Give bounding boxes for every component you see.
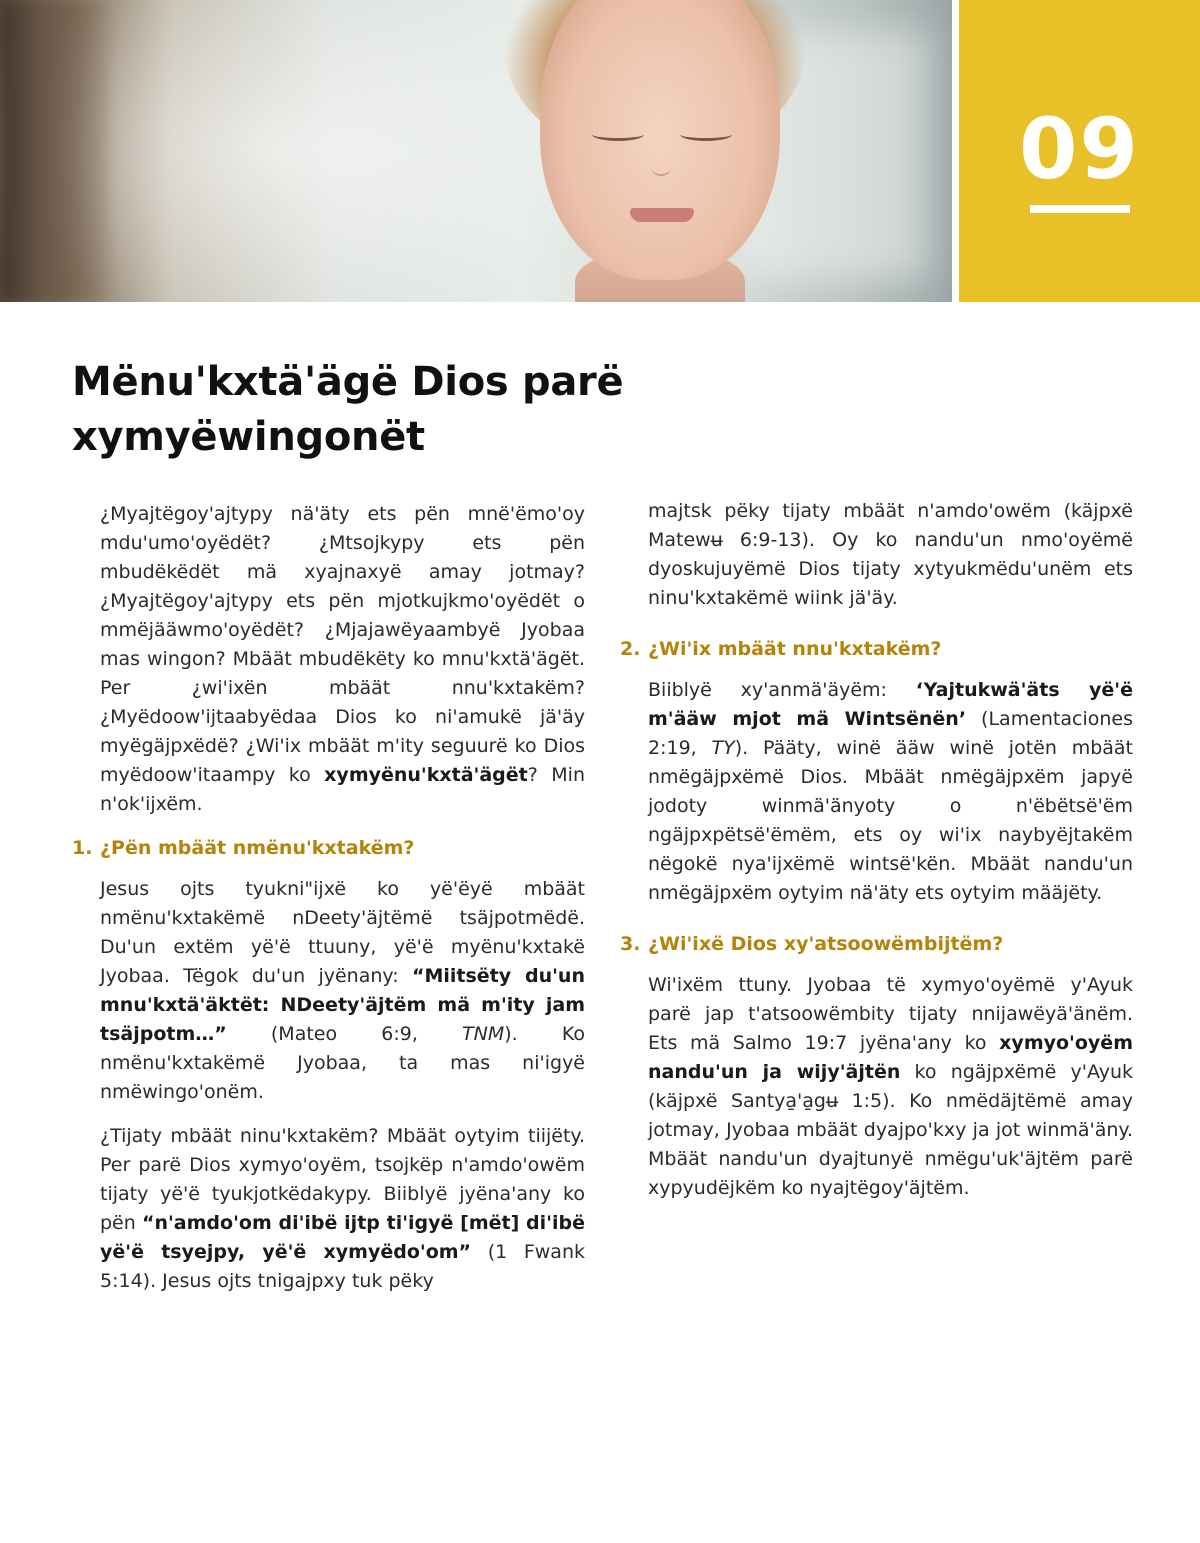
closed-eye-right: [680, 128, 732, 141]
lesson-number: 09: [1019, 100, 1140, 198]
bold-phrase: xymyo'oyëm nandu'un ja wijy'äjtën: [648, 1032, 1133, 1083]
intro-end: ? Min n'ok'ijxëm.: [100, 764, 585, 815]
bible-version: TY: [711, 737, 735, 759]
nose: [651, 160, 671, 176]
lesson-number-underline: [1030, 205, 1130, 213]
section-1-number: 1.: [72, 837, 93, 859]
page-title: Mënu'kxtä'ägë Dios parë xymyëwingonët: [72, 359, 624, 460]
intro-bold: xymyënu'kxtä'ägët: [324, 764, 528, 786]
section-3-number: 3.: [620, 933, 641, 955]
scripture-quote: “n'amdo'om di'ibë ijtp ti'igyë [mët] di'ibë yë'ë tsyejpy, yë'ë xymyëdo'om”: [100, 1212, 585, 1263]
text: (Mateo 6:9,: [226, 1023, 463, 1045]
text: (Lamentaciones 2:19,: [648, 708, 1134, 759]
face: [540, 0, 780, 280]
closed-eye-left: [592, 128, 644, 141]
intro-text: ¿Myajtëgoy'ajtypy nä'äty ets pën mnë'ëmo'oy mdu'umo'oyëdët? ¿Mtsojkypy ets pën mbudëkëdët mä xyajnaxyë amay jotmay? ¿Myajtëgoy'ajtypy ets pën mjotkujkmo'oyëdët o mmëjääwmo'oyëdët? ¿Mjajawëyaambyë Jyobaa mas wingon? Mbäät mbudëkëty ko mnu'kxtä'ägët. Per ¿wi'ixën mbäät nnu'kxtakëm? ¿Myëdoow'ijtaabyëdaa Dios ko ni'amukë jä'äy myëgäjpxëdë? ¿Wi'ix mbäät m'ity seguurë ko Dios myëdoow'itaampy ko: [100, 503, 585, 786]
bible-version: TNM: [462, 1023, 505, 1045]
section-1-heading: [72, 834, 585, 863]
scripture-quote: “Miitsëty du'un mnu'kxtä'äktët: NDeety'äjtëm mä m'ity jam tsäjpotm…”: [100, 965, 585, 1045]
header-photo: [0, 0, 952, 302]
section-1-paragraph-1: [100, 875, 585, 1107]
text: Biiblyë xy'anmä'äyëm:: [648, 679, 916, 701]
text: ). Ko nmënu'kxtakëmë Jyobaa, ta mas ni'igyë nmëwingo'onëm.: [100, 1023, 585, 1103]
right-column: [620, 497, 1133, 1218]
scripture-quote: ‘Yajtukwä'äts yë'ë m'ääw mjot mä Wintsënën’: [648, 679, 1133, 730]
intro-paragraph: [100, 500, 585, 819]
text: Wi'ixëm ttuny. Jyobaa të xymyo'oyëmë y'Ayuk parë jap t'atsoowëmbity tijaty nnijawëyä'änëm. Ets mä Salmo 19:7 jyëna'any ko: [648, 974, 1133, 1054]
section-3-heading: [620, 930, 1133, 959]
bookshelf-blur: [0, 0, 110, 302]
mouth: [630, 208, 694, 222]
lesson-badge: [959, 0, 1200, 302]
text: ko ngäjpxëmë y'Ayuk (käjpxë Santya̱'a̱gʉ 1:5). Ko nmëdäjtëmë amay jotmay, Jyobaa mbäät dyajpo'kxy ja jot winmä'äny. Mbäät nandu'un dyajtunyë nmëgu'uk'äjtëm parë xypyudëjkëm ko nyajtëgoy'äjtëm.: [648, 1061, 1133, 1199]
section-1-paragraph-2: [100, 1122, 585, 1296]
section-1-title: ¿Pën mbäät nmënu'kxtakëm?: [100, 837, 415, 859]
section-3-title: ¿Wi'ixë Dios xy'atsoowëmbijtëm?: [648, 933, 1004, 955]
left-column: [72, 500, 585, 1296]
text: ). Pääty, winë ääw winë jotën mbäät nmëgäjpxëmë Dios. Mbäät nmëgäjpxëm japyë jodoty winmä'änyoty o n'ëbëtsë'ëm ngäjpxpëtsë'ëmëm, ets oy wi'ix naybyëjtakëm nëgokë nya'ijxëmë wintsë'kën. Mbäät nandu'un nmëgäjpxëm oytyim nä'äty ets oytyim määjëty.: [648, 737, 1133, 904]
section-3-paragraph: [648, 971, 1133, 1203]
text: Jesus ojts tyukni"ijxë ko yë'ëyë mbäät nmënu'kxtakëmë nDeety'äjtëmë tsäjpotmëdë. Du'un extëm yë'ë ttuuny, yë'ë myënu'kxtakë Jyobaa. Tëgok du'un jyënany:: [100, 878, 585, 987]
text-continued: (1 Fwank 5:14). Jesus ojts tnigajpxy tuk pëky: [100, 1241, 585, 1292]
section-2-title: ¿Wi'ix mbäät nnu'kxtakëm?: [648, 638, 942, 660]
section-2-paragraph: [648, 676, 1133, 908]
text: ¿Tijaty mbäät ninu'kxtakëm? Mbäät oytyim tiijëty. Per parë Dios xymyo'oyëm, tsojkëp n'amdo'owëm tijaty yë'ë tyukjotkëdakypy. Biiblyë jyëna'any ko pën: [100, 1125, 585, 1234]
section-2-number: 2.: [620, 638, 641, 660]
section-1-paragraph-2-continued: majtsk pëky tijaty mbäät n'amdo'owëm (käjpxë Matewʉ 6:9-13). Oy ko nandu'un nmo'oyëmë dyoskujuyëmë Dios tijaty xytyukmëdu'unëm ets ninu'kxtakëmë wiink jä'äy.: [648, 500, 1133, 609]
section-2-heading: [620, 635, 1133, 664]
